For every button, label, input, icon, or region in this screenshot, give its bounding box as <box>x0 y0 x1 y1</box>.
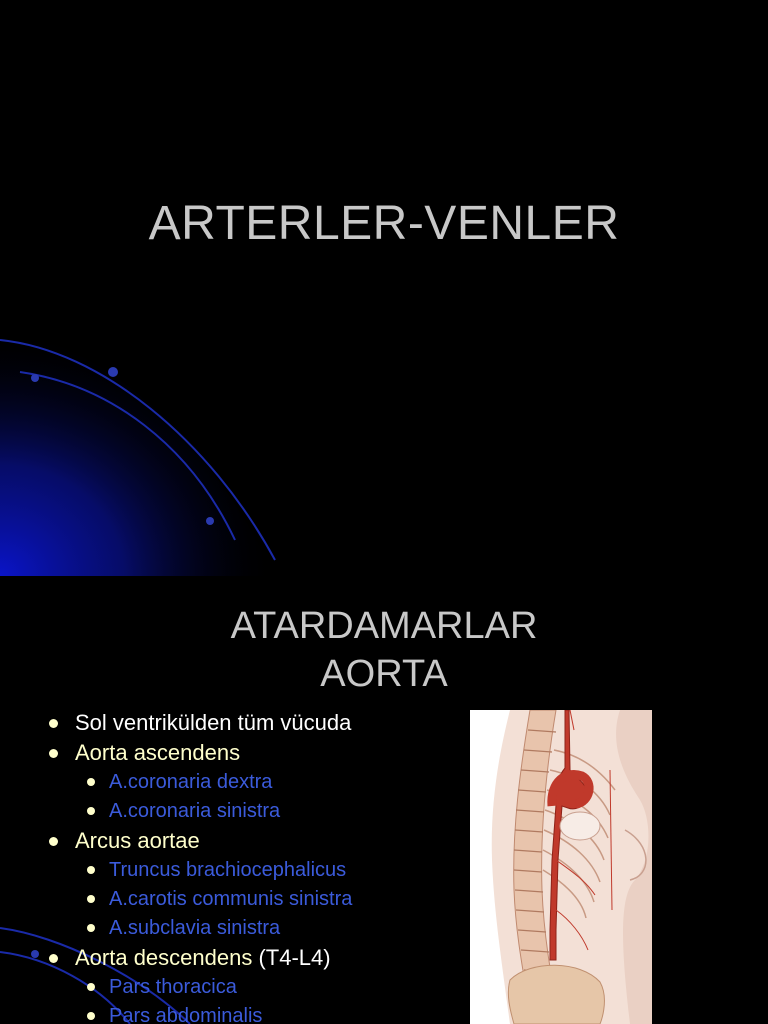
title-line-2: AORTA <box>320 653 448 695</box>
sub-bullet-item: Truncus brachiocephalicus <box>46 856 476 885</box>
sub-bullet-item: A.subclavia sinistra <box>46 914 476 943</box>
slide-title <box>0 602 768 698</box>
bullet-item: Arcus aortae <box>46 826 476 856</box>
title-line-1: ATARDAMARLAR <box>230 605 538 647</box>
bullet-list <box>46 708 476 1024</box>
sub-bullet-item: Pars thoracica <box>46 973 476 1002</box>
aorta-anatomy-illustration <box>470 710 652 1024</box>
content-slide <box>0 576 768 1024</box>
sub-bullet-item: Pars abdominalis <box>46 1002 476 1024</box>
bullet-item: Aorta descendens (T4-L4) <box>46 943 476 973</box>
slide-title: ARTERLER-VENLER <box>148 197 620 250</box>
sub-bullet-item: A.coronaria dextra <box>46 768 476 797</box>
bullet-item: Sol ventrikülden tüm vücuda <box>46 708 476 738</box>
sub-bullet-item: A.coronaria sinistra <box>46 797 476 826</box>
sub-bullet-item: A.carotis communis sinistra <box>46 885 476 914</box>
bullet-item: Aorta ascendens <box>46 738 476 768</box>
